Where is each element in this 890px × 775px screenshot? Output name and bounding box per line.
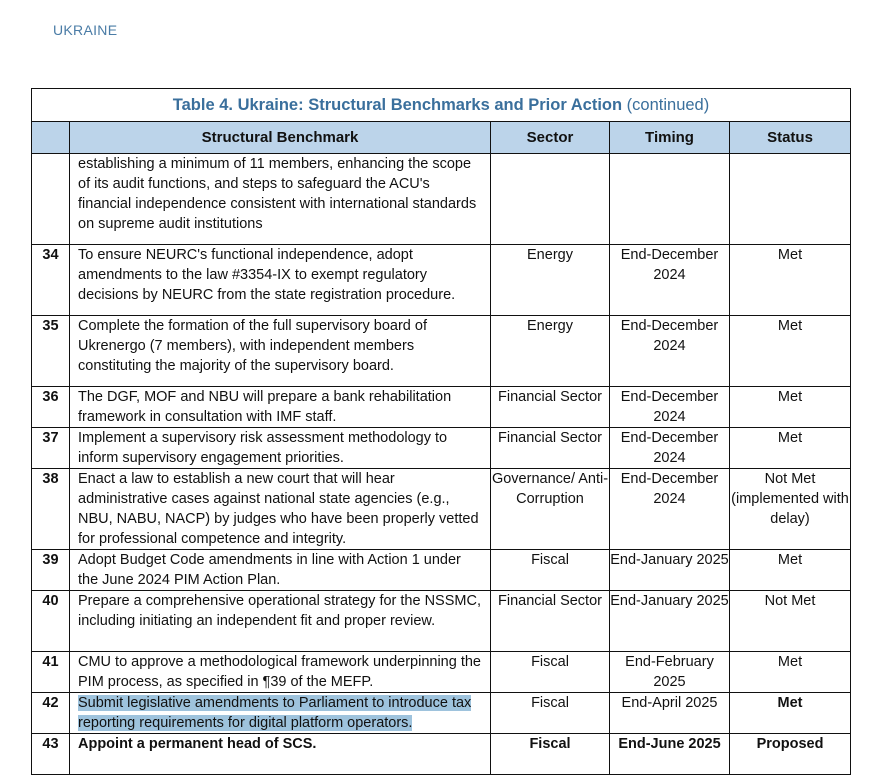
row-sector: Fiscal — [491, 693, 610, 734]
table-row — [32, 245, 851, 316]
row-benchmark: Implement a supervisory risk assessment methodology to inform supervisory engagement priorities. — [70, 428, 491, 469]
row-sector: Financial Sector — [491, 591, 610, 652]
header-sector: Sector — [491, 122, 610, 154]
row-status: Met — [730, 387, 851, 428]
row-status: Met — [730, 428, 851, 469]
row-benchmark: CMU to approve a methodological framework underpinning the PIM process, as specified in ¶39 of the MEFP. — [70, 652, 491, 693]
row-number: 41 — [32, 652, 70, 693]
row-sector: Financial Sector — [491, 428, 610, 469]
row-timing: End-February 2025 — [610, 652, 730, 693]
row-sector: Fiscal — [491, 734, 610, 775]
row-number: 36 — [32, 387, 70, 428]
row-timing — [610, 154, 730, 245]
table-row — [32, 469, 851, 550]
table-row — [32, 387, 851, 428]
row-sector: Governance/ Anti-Corruption — [491, 469, 610, 550]
row-benchmark: Adopt Budget Code amendments in line with Action 1 under the June 2024 PIM Action Plan. — [70, 550, 491, 591]
row-status: Not Met (implemented with delay) — [730, 469, 851, 550]
table-title-text: Table 4. Ukraine: Structural Benchmarks and Prior Action — [172, 96, 623, 114]
row-benchmark[interactable] — [70, 693, 491, 734]
row-timing: End-April 2025 — [610, 693, 730, 734]
table-row — [32, 693, 851, 734]
row-benchmark: Appoint a permanent head of SCS. — [70, 734, 491, 775]
row-benchmark: To ensure NEURC's functional independence, adopt amendments to the law #3354-IX to exempt regulatory decisions by NEURC from the state registration procedure. — [70, 245, 491, 316]
row-timing: End-December 2024 — [610, 428, 730, 469]
row-status: Not Met — [730, 591, 851, 652]
header-num — [32, 122, 70, 154]
header-benchmark: Structural Benchmark — [70, 122, 491, 154]
table-row — [32, 428, 851, 469]
row-number: 37 — [32, 428, 70, 469]
header-timing: Timing — [610, 122, 730, 154]
table-row — [32, 734, 851, 775]
row-sector — [491, 154, 610, 245]
row-number: 34 — [32, 245, 70, 316]
row-benchmark: Enact a law to establish a new court that will hear administrative cases against national state agencies (e.g., NBU, NABU, NACP) by judges who have been properly vetted for professional competence and integrity. — [70, 469, 491, 550]
row-timing: End-December 2024 — [610, 245, 730, 316]
row-status: Met — [730, 316, 851, 387]
table-row — [32, 652, 851, 693]
row-status: Met — [730, 550, 851, 591]
row-status: Met — [730, 245, 851, 316]
row-timing: End-December 2024 — [610, 316, 730, 387]
row-number: 43 — [32, 734, 70, 775]
benchmarks-table — [31, 88, 851, 775]
table-row — [32, 316, 851, 387]
row-number: 42 — [32, 693, 70, 734]
row-sector: Energy — [491, 245, 610, 316]
row-number: 39 — [32, 550, 70, 591]
row-sector: Financial Sector — [491, 387, 610, 428]
table-header-row — [32, 122, 851, 154]
row-sector: Fiscal — [491, 550, 610, 591]
row-sector: Energy — [491, 316, 610, 387]
row-number — [32, 154, 70, 245]
row-timing: End-January 2025 — [610, 591, 730, 652]
selected-text-highlight[interactable]: Submit legislative amendments to Parliament to introduce tax reporting requirements for digital platform operators. — [78, 695, 472, 731]
table-title-suffix: (continued) — [626, 96, 710, 114]
row-timing: End-December 2024 — [610, 469, 730, 550]
row-timing: End-December 2024 — [610, 387, 730, 428]
row-benchmark: The DGF, MOF and NBU will prepare a bank rehabilitation framework in consultation with IMF staff. — [70, 387, 491, 428]
table-row — [32, 154, 851, 245]
table-row — [32, 550, 851, 591]
row-benchmark: Complete the formation of the full supervisory board of Ukrenergo (7 members), with independent members constituting the majority of the supervisory board. — [70, 316, 491, 387]
page-header-country: UKRAINE — [53, 22, 118, 38]
row-number: 40 — [32, 591, 70, 652]
row-benchmark: establishing a minimum of 11 members, enhancing the scope of its audit functions, and steps to safeguard the ACU's financial independence consistent with international standards on supreme audit institutions — [70, 154, 491, 245]
table-row — [32, 591, 851, 652]
row-number: 38 — [32, 469, 70, 550]
row-sector: Fiscal — [491, 652, 610, 693]
table-title — [32, 89, 851, 122]
row-status: Met — [730, 652, 851, 693]
row-status: Proposed — [730, 734, 851, 775]
header-status: Status — [730, 122, 851, 154]
row-status: Met — [730, 693, 851, 734]
row-status — [730, 154, 851, 245]
row-benchmark: Prepare a comprehensive operational strategy for the NSSMC, including initiating an independent fit and proper review. — [70, 591, 491, 652]
row-timing: End-January 2025 — [610, 550, 730, 591]
row-timing: End-June 2025 — [610, 734, 730, 775]
row-number: 35 — [32, 316, 70, 387]
